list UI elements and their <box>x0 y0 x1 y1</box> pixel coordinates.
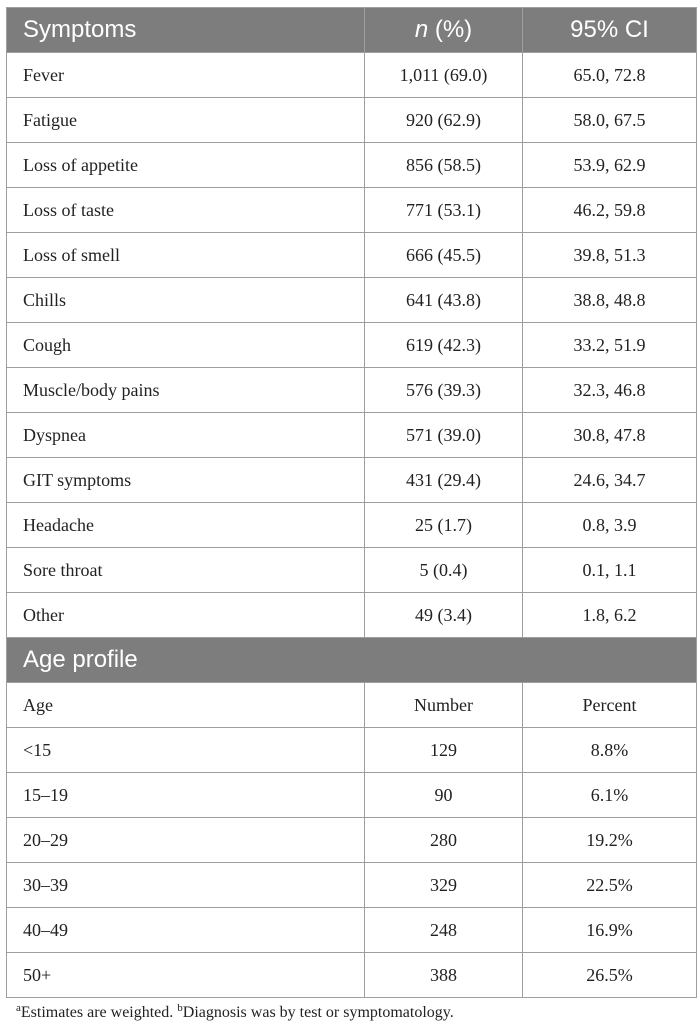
ci-cell: 0.8, 3.9 <box>523 503 697 548</box>
percent-cell: 6.1% <box>523 773 697 818</box>
table-row <box>7 818 697 863</box>
n-cell: 571 (39.0) <box>365 413 523 458</box>
symptom-cell: Fever <box>7 53 365 98</box>
percent-label: (%) <box>428 16 473 43</box>
table-row <box>7 188 697 233</box>
ci-cell: 65.0, 72.8 <box>523 53 697 98</box>
number-cell: 248 <box>365 908 523 953</box>
percent-cell: 26.5% <box>523 953 697 998</box>
n-cell: 641 (43.8) <box>365 278 523 323</box>
age-cell: <15 <box>7 728 365 773</box>
n-cell: 49 (3.4) <box>365 593 523 638</box>
n-label: n <box>414 16 429 43</box>
ci-cell: 32.3, 46.8 <box>523 368 697 413</box>
symptom-cell: Sore throat <box>7 548 365 593</box>
number-cell: 280 <box>365 818 523 863</box>
symptom-cell: Loss of smell <box>7 233 365 278</box>
age-cell: 50+ <box>7 953 365 998</box>
percent-cell: 16.9% <box>523 908 697 953</box>
ci-column-header: 95% CI <box>523 8 697 53</box>
ci-cell: 33.2, 51.9 <box>523 323 697 368</box>
table-row <box>7 323 697 368</box>
ci-cell: 38.8, 48.8 <box>523 278 697 323</box>
table-row <box>7 728 697 773</box>
table-row <box>7 503 697 548</box>
n-cell: 431 (29.4) <box>365 458 523 503</box>
age-profile-section-row <box>7 638 697 683</box>
symptom-cell: Loss of appetite <box>7 143 365 188</box>
symptom-cell: Chills <box>7 278 365 323</box>
table-row <box>7 458 697 503</box>
symptoms-body <box>7 53 697 998</box>
footnote-a-text: Estimates are weighted. <box>20 1004 178 1021</box>
n-cell: 619 (42.3) <box>365 323 523 368</box>
symptom-cell: Dyspnea <box>7 413 365 458</box>
n-cell: 25 (1.7) <box>365 503 523 548</box>
percent-cell: 19.2% <box>523 818 697 863</box>
age-profile-title: Age profile <box>7 638 697 683</box>
ci-cell: 46.2, 59.8 <box>523 188 697 233</box>
symptom-cell: GIT symptoms <box>7 458 365 503</box>
table-row <box>7 773 697 818</box>
number-cell: 129 <box>365 728 523 773</box>
table-row <box>7 548 697 593</box>
ci-cell: 58.0, 67.5 <box>523 98 697 143</box>
n-cell: 856 (58.5) <box>365 143 523 188</box>
ci-cell: 24.6, 34.7 <box>523 458 697 503</box>
number-cell: 388 <box>365 953 523 998</box>
footnote-b-text: Diagnosis was by test or symptomatology. <box>182 1004 454 1021</box>
table-row <box>7 143 697 188</box>
table-row <box>7 98 697 143</box>
symptom-cell: Muscle/body pains <box>7 368 365 413</box>
number-cell: 90 <box>365 773 523 818</box>
percent-cell: 22.5% <box>523 863 697 908</box>
number-cell: 329 <box>365 863 523 908</box>
symptom-cell: Cough <box>7 323 365 368</box>
ci-cell: 1.8, 6.2 <box>523 593 697 638</box>
table-row <box>7 593 697 638</box>
age-cell: 20–29 <box>7 818 365 863</box>
percent-cell: 8.8% <box>523 728 697 773</box>
table-row <box>7 953 697 998</box>
n-cell: 666 (45.5) <box>365 233 523 278</box>
n-cell: 771 (53.1) <box>365 188 523 233</box>
table-footnote <box>16 1004 454 1022</box>
table-row <box>7 413 697 458</box>
table-row <box>7 278 697 323</box>
symptom-cell: Headache <box>7 503 365 548</box>
age-cell: 30–39 <box>7 863 365 908</box>
table-row <box>7 233 697 278</box>
symptom-cell: Other <box>7 593 365 638</box>
n-cell: 1,011 (69.0) <box>365 53 523 98</box>
table-row <box>7 368 697 413</box>
table-row <box>7 908 697 953</box>
symptom-cell: Loss of taste <box>7 188 365 233</box>
ci-cell: 30.8, 47.8 <box>523 413 697 458</box>
age-cell: 15–19 <box>7 773 365 818</box>
footnote-a-mark: a <box>16 1002 21 1014</box>
table-row <box>7 53 697 98</box>
symptoms-header-row <box>7 8 697 53</box>
footnote-b-mark: b <box>177 1002 183 1014</box>
percent-column-header: Percent <box>523 683 697 728</box>
ci-cell: 0.1, 1.1 <box>523 548 697 593</box>
number-column-header: Number <box>365 683 523 728</box>
symptom-cell: Fatigue <box>7 98 365 143</box>
n-cell: 576 (39.3) <box>365 368 523 413</box>
ci-cell: 53.9, 62.9 <box>523 143 697 188</box>
n-cell: 5 (0.4) <box>365 548 523 593</box>
table-row <box>7 863 697 908</box>
age-header-row <box>7 683 697 728</box>
age-cell: 40–49 <box>7 908 365 953</box>
n-cell: 920 (62.9) <box>365 98 523 143</box>
data-table <box>6 7 697 998</box>
age-column-header: Age <box>7 683 365 728</box>
n-percent-column-header <box>365 8 523 53</box>
ci-cell: 39.8, 51.3 <box>523 233 697 278</box>
symptoms-column-header: Symptoms <box>7 8 365 53</box>
